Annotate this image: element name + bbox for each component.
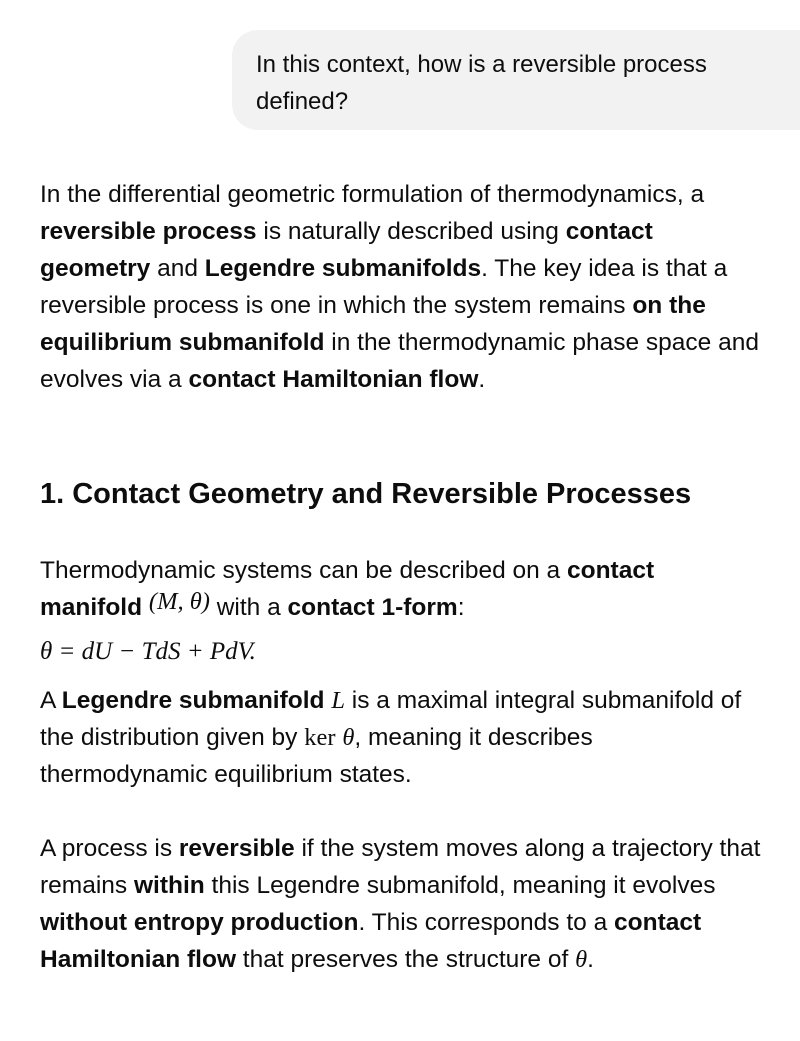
math-manifold-pair: (M, θ) [148,588,210,615]
intro-bold-contact-hamiltonian-flow: contact Hamiltonian flow [188,366,479,393]
intro-text-3: and [150,255,205,282]
process-text-3: this Legendre submanifold, meaning it evolves [204,872,716,899]
user-message-text: In this context, how is a reversible process defined? [256,51,707,115]
legendre-text-1: A [40,687,62,714]
process-paragraph [40,830,770,978]
math-theta-kernel: θ [342,724,355,751]
process-bold-without-entropy-production: without entropy production [40,909,359,936]
user-message-bubble [232,30,800,130]
legendre-paragraph [40,682,760,793]
intro-bold-reversible-process: reversible process [40,218,257,245]
intro-paragraph [40,176,760,398]
thermo-text-1: Thermodynamic systems can be described on a [40,557,567,584]
intro-text-6: . [478,366,486,393]
thermo-bold-contact-manifold: contact manifold [40,557,655,621]
process-text-5: that preserves the structure of [236,946,576,973]
intro-bold-equilibrium-submanifold: on the equilibrium submanifold [40,292,706,356]
math-theta-structure: θ [575,946,588,973]
legendre-text-2: is a maximal integral submanifold of the distribution given by [40,687,742,751]
thermo-text-2: with a [209,594,288,621]
intro-text-2: is naturally described using [256,218,566,245]
legendre-bold-legendre-submanifold: Legendre submanifold [61,687,325,714]
process-bold-contact-hamiltonian-flow: contact Hamiltonian flow [40,909,702,973]
math-ker-operator: ker [304,724,336,751]
intro-text-4: . The key idea is that a reversible process is one in which the system remains [40,255,728,319]
intro-text-1: In the differential geometric formulation of thermodynamics, a [40,181,705,208]
process-text-6: . [587,946,594,973]
process-bold-reversible: reversible [178,835,295,862]
thermo-bold-contact-1-form: contact 1-form [287,594,458,621]
math-symbol-L: L [331,687,345,714]
process-text-1: A process is [40,835,179,862]
thermo-paragraph [40,552,760,626]
section-heading: 1. Contact Geometry and Reversible Processes [40,478,692,510]
thermo-text-3: : [457,594,465,621]
process-text-2: if the system moves along a trajectory that remains [40,835,761,899]
intro-bold-contact-geometry: contact geometry [40,218,653,282]
process-text-4: . This corresponds to a [358,909,615,936]
intro-text-5: in the thermodynamic phase space and evolves via a [40,329,759,393]
process-bold-within: within [133,872,205,899]
contact-form-equation: θ = dU − TdS + PdV. [40,638,256,665]
legendre-text-3: , meaning it describes thermodynamic equilibrium states. [40,724,593,788]
intro-bold-legendre-submanifolds: Legendre submanifolds [204,255,482,282]
